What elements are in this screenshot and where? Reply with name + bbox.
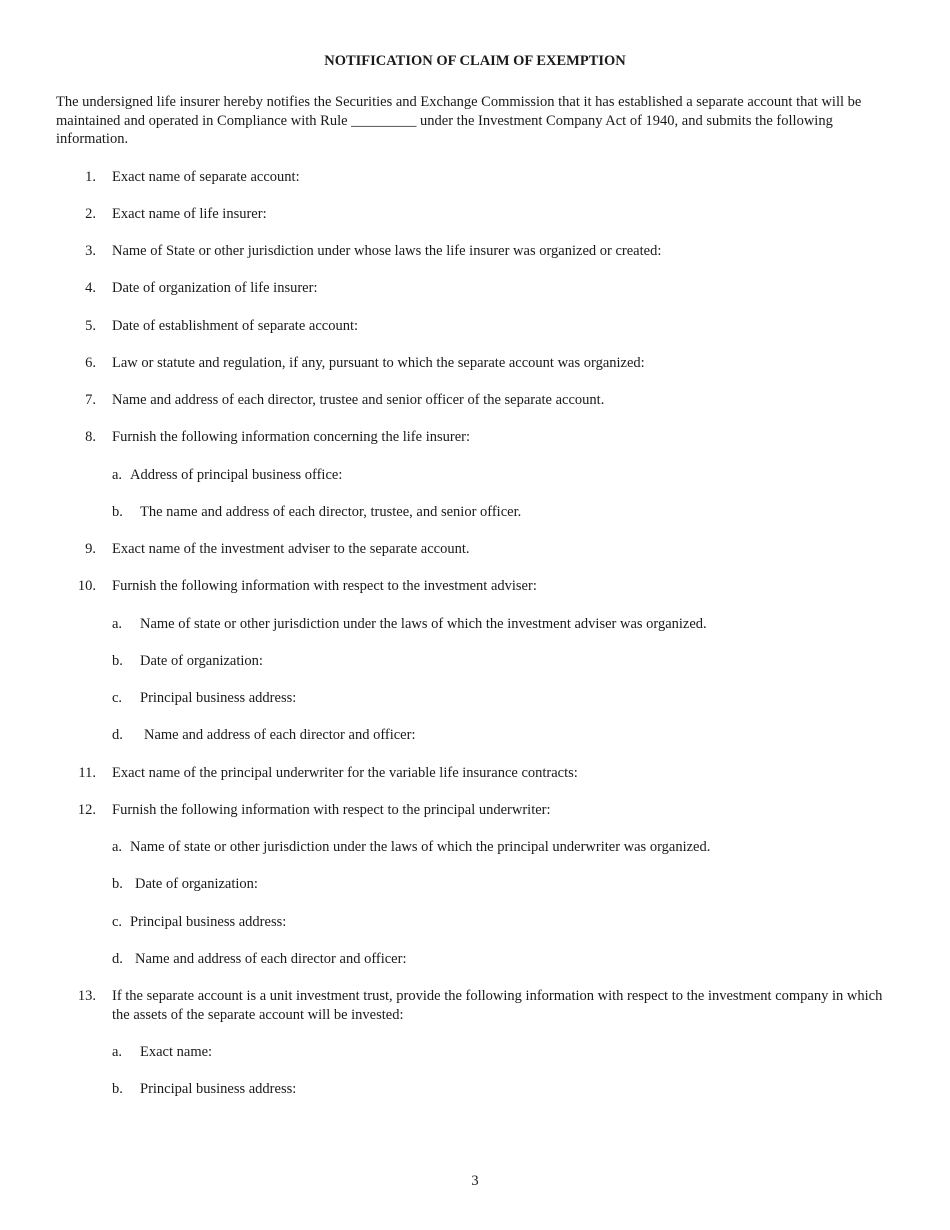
sub-item-text: Principal business address:: [140, 1081, 297, 1097]
sub-item-letter: d.: [112, 951, 123, 967]
item-text: Furnish the following information with respect to the principal underwriter:: [112, 802, 551, 818]
sub-item-text: Principal business address:: [130, 914, 287, 930]
item-text: Exact name of life insurer:: [112, 206, 267, 222]
item-number: 2.: [85, 206, 96, 222]
intro-paragraph: The undersigned life insurer hereby notifies the Securities and Exchange Commission that it has established a separate account that will be maintained and operated in Compliance with Rule _________ under the Investment Company Act of 1940, and submits the following information.: [56, 94, 862, 147]
sub-item-letter: b.: [112, 504, 123, 520]
sub-item-text: Address of principal business office:: [130, 467, 343, 483]
sub-item-text: Exact name:: [140, 1044, 213, 1060]
item-text: Name of State or other jurisdiction under whose laws the life insurer was organized or created:: [112, 243, 662, 259]
item-number: 13.: [77, 988, 96, 1004]
sub-item-letter: a.: [112, 839, 123, 855]
sub-item-letter: a.: [112, 616, 123, 632]
sub-item-letter: a.: [112, 1044, 123, 1060]
sub-item-letter: c.: [112, 914, 123, 930]
item-number: 1.: [85, 169, 96, 185]
item-text: Name and address of each director, trustee and senior officer of the separate account.: [112, 392, 605, 408]
item-number: 7.: [85, 392, 96, 408]
item-text: Exact name of the investment adviser to the separate account.: [112, 541, 470, 557]
page-number: 3: [471, 1173, 479, 1189]
sub-item-letter: b.: [112, 876, 123, 892]
item-number: 5.: [85, 318, 96, 334]
sub-item-text: Name of state or other jurisdiction under the laws of which the principal underwriter was organized.: [130, 839, 711, 855]
item-number: 8.: [85, 429, 96, 445]
document-title: NOTIFICATION OF CLAIM OF EXEMPTION: [324, 53, 626, 69]
item-text: Exact name of the principal underwriter for the variable life insurance contracts:: [112, 765, 578, 781]
sub-item-letter: a.: [112, 467, 123, 483]
item-text: Date of organization of life insurer:: [112, 280, 318, 296]
sub-item-text: The name and address of each director, trustee, and senior officer.: [140, 504, 522, 520]
item-text: If the separate account is a unit investment trust, provide the following information with respect to the investment company in which the assets of the separate account will be invested:: [112, 988, 883, 1023]
item-number: 3.: [85, 243, 96, 259]
sub-item-text: Name of state or other jurisdiction under the laws of which the investment adviser was organized.: [140, 616, 707, 632]
sub-item-letter: c.: [112, 690, 123, 706]
sub-item-text: Name and address of each director and officer:: [135, 951, 407, 967]
item-number: 6.: [85, 355, 96, 371]
sub-item-letter: d.: [112, 727, 123, 743]
item-text: Law or statute and regulation, if any, pursuant to which the separate account was organized:: [112, 355, 645, 371]
sub-item-text: Date of organization:: [135, 876, 258, 892]
sub-item-text: Date of organization:: [140, 653, 263, 669]
item-text: Furnish the following information concerning the life insurer:: [112, 429, 470, 445]
item-text: Date of establishment of separate account:: [112, 318, 358, 334]
sub-item-letter: b.: [112, 653, 123, 669]
item-text: Furnish the following information with respect to the investment adviser:: [112, 578, 537, 594]
item-text: Exact name of separate account:: [112, 169, 300, 185]
item-number: 12.: [77, 802, 96, 818]
item-number: 9.: [85, 541, 96, 557]
sub-item-text: Name and address of each director and officer:: [144, 727, 416, 743]
sub-item-letter: b.: [112, 1081, 123, 1097]
item-number: 4.: [85, 280, 96, 296]
item-number: 10.: [77, 578, 96, 594]
sub-item-text: Principal business address:: [140, 690, 297, 706]
item-number: 11.: [78, 765, 96, 781]
